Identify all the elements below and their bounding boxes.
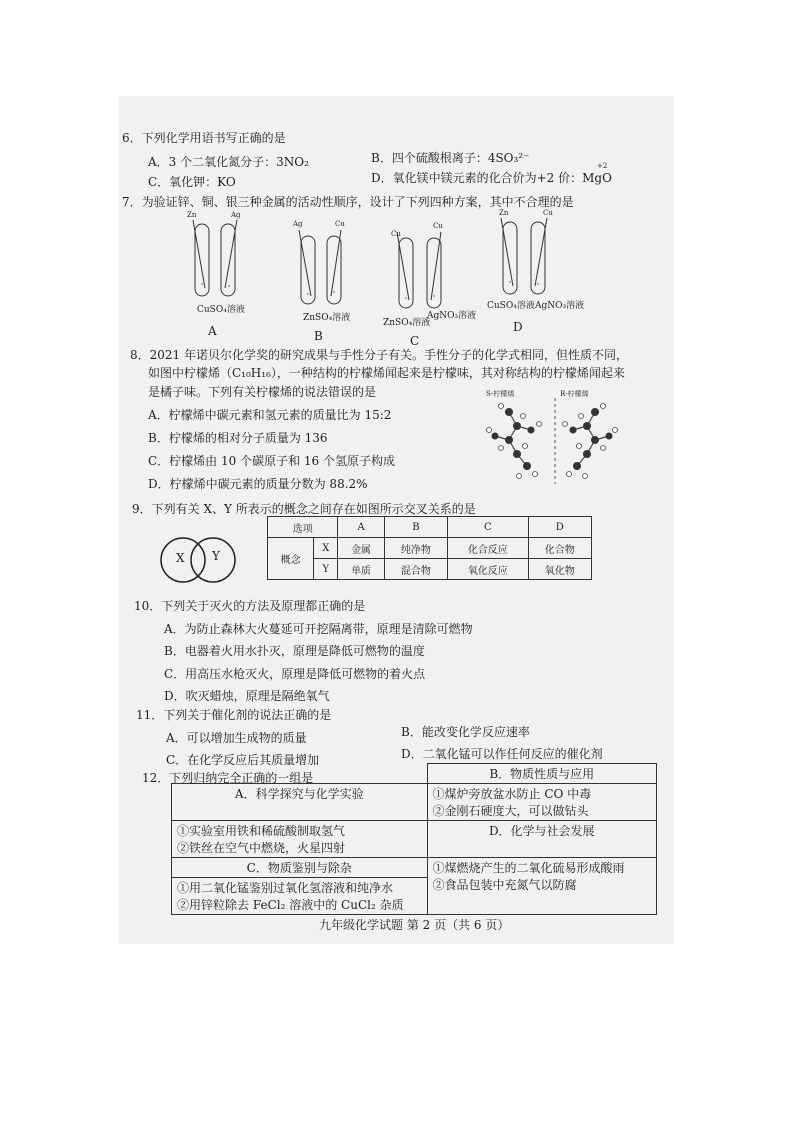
spacer-cell	[172, 764, 428, 784]
s-limonene-label: S-柠檬烯	[486, 390, 515, 398]
table-row	[172, 764, 657, 784]
q8-option-a: A．柠檬烯中碳元素和氢元素的质量比为 15:2	[148, 408, 392, 422]
q12-d-line1: ①煤燃烧产生的二氧化硫易形成酸雨	[432, 861, 625, 875]
table-row	[172, 784, 657, 821]
table-row	[172, 858, 657, 878]
table-cell: 混合物	[384, 559, 447, 580]
r-limonene-label: R-柠檬烯	[560, 390, 589, 398]
q7-c-metal-2: Cu	[433, 222, 443, 230]
q10-option-c: C．用高压水枪灭火，原理是降低可燃物的着火点	[164, 667, 426, 681]
table-cell: 化合反应	[448, 538, 529, 559]
q7-a-solution: CuSO₄溶液	[197, 305, 245, 315]
table-cell: 氧化物	[528, 559, 591, 580]
table-row	[268, 559, 592, 580]
q11-option-a: A．可以增加生成物的质量	[166, 731, 307, 745]
q10-option-b: B．电器着火用水扑灭，原理是降低可燃物的温度	[164, 644, 425, 658]
q7-b-metal-1: Ag	[293, 220, 303, 228]
q7-c-solution-2: AgNO₃溶液	[427, 311, 477, 321]
q12-summary-table	[171, 763, 657, 915]
q7-stem: 7．为验证锌、铜、银三种金属的活动性顺序，设计了下列四种方案，其中不合理的是	[122, 195, 574, 209]
test-tube-a2	[221, 224, 235, 296]
q8-stem-line3: 是橘子味。下列有关柠檬烯的说法错误的是	[148, 385, 377, 399]
q6-option-b: B．四个硫酸根离子：4SO₃²⁻	[371, 151, 530, 165]
q12-c-line2: ②用锌粒除去 FeCl₂ 溶液中的 CuCl₂ 杂质	[177, 898, 404, 912]
q7-a-metal-2: Ag	[231, 211, 241, 219]
q8-option-c: C．柠檬烯由 10 个碳原子和 16 个氢原子构成	[148, 454, 395, 468]
table-cell: 纯净物	[384, 538, 447, 559]
q7-c-letter: C	[410, 334, 420, 348]
venn-label-x: X	[176, 551, 185, 565]
table-cell: A	[338, 517, 384, 538]
table-cell: 概念	[268, 538, 314, 580]
q8-stem-line2: 如图中柠檬烯（C₁₀H₁₆），一种结构的柠檬烯闻起来是柠檬味，其对称结构的柠檬烯闻起来	[148, 366, 625, 380]
q7-b-solution: ZnSO₄溶液	[303, 313, 351, 323]
q7-a-letter: A	[208, 324, 217, 338]
q6-option-a: A．3 个二氧化氮分子：3NO₂	[148, 155, 309, 169]
table-cell: Y	[314, 559, 338, 580]
q7-d-metal-2: Cu	[543, 209, 553, 217]
q11-option-c: C．在化学反应后其质量增加	[166, 753, 320, 767]
q10-option-d: D．吹灭蜡烛，原理是隔绝氧气	[164, 689, 330, 703]
table-row	[268, 517, 592, 538]
table-cell: 氧化反应	[448, 559, 529, 580]
venn-diagram	[161, 536, 241, 584]
q12-a-line2: ②铁丝在空气中燃烧，火星四射	[177, 841, 346, 855]
table-cell: C	[448, 517, 529, 538]
q12-b-body	[427, 784, 657, 821]
q8-stem-line1: 8．2021 年诺贝尔化学奖的研究成果与手性分子有关。手性分子的化学式相同，但性质不同，	[130, 348, 628, 362]
q6-valence-mark: +2	[597, 162, 608, 170]
table-row	[268, 538, 592, 559]
q12-c-title: C．物质鉴别与除杂	[172, 858, 428, 878]
q7-d-solution-2: AgNO₃溶液	[535, 301, 585, 311]
page-footer: 九年级化学试题 第 2 页（共 6 页）	[319, 918, 510, 932]
table-cell: B	[384, 517, 447, 538]
q10-stem: 10．下列关于灭火的方法及原理都正确的是	[134, 599, 366, 613]
limonene-molecule-models	[479, 394, 629, 486]
q12-a-line1: ①实验室用铁和稀硫酸制取氢气	[177, 824, 346, 838]
q12-d-line2: ②食品包装中充氮气以防腐	[432, 878, 577, 892]
metal-strip-b2	[331, 230, 341, 296]
q9-options-table	[267, 516, 592, 580]
table-cell: 选项	[268, 517, 338, 538]
q7-c-solution-1: ZnSO₄溶液	[383, 318, 431, 328]
q7-a-metal-1: Zn	[187, 211, 197, 219]
test-tube-a1	[195, 224, 209, 296]
q12-a-body	[172, 821, 428, 858]
q12-b-title: B．物质性质与应用	[427, 764, 657, 784]
q11-stem: 11．下列关于催化剂的说法正确的是	[136, 708, 332, 722]
q12-c-line1: ①用二氧化锰鉴别过氧化氢溶液和纯净水	[177, 881, 394, 895]
q12-d-body	[427, 858, 657, 915]
q12-d-title: D．化学与社会发展	[427, 821, 657, 858]
q7-b-letter: B	[314, 329, 323, 343]
table-cell: 金属	[338, 538, 384, 559]
q7-d-letter: D	[513, 320, 523, 334]
venn-label-y: Y	[212, 549, 220, 563]
q12-stem: 12．下列归纳完全正确的一组是	[142, 771, 314, 785]
table-cell: 单质	[338, 559, 384, 580]
q8-option-d: D．柠檬烯中碳元素的质量分数为 88.2%	[148, 477, 368, 491]
q12-c-body	[172, 878, 428, 915]
table-cell: D	[528, 517, 591, 538]
q12-b-line2: ②金刚石硬度大，可以做钻头	[432, 804, 589, 818]
q12-b-line1: ①煤炉旁放盆水防止 CO 中毒	[432, 787, 592, 801]
q6-option-d: D．氧化镁中镁元素的化合价为+2 价：MgO	[371, 171, 612, 185]
q7-b-metal-2: Cu	[335, 220, 345, 228]
q6-option-c: C．氧化钾：KO	[148, 175, 236, 189]
exam-page	[119, 96, 674, 944]
q10-option-a: A．为防止森林大火蔓延可开挖隔离带，原理是清除可燃物	[164, 622, 473, 636]
table-cell: X	[314, 538, 338, 559]
q9-stem: 9．下列有关 X、Y 所表示的概念之间存在如图所示交叉关系的是	[132, 502, 476, 516]
q7-d-solution-1: CuSO₄溶液	[487, 301, 535, 311]
q7-d-metal-1: Zn	[499, 209, 509, 217]
test-tube-d1	[503, 222, 517, 294]
metal-strip-c2	[431, 232, 441, 300]
q8-option-b: B．柠檬烯的相对分子质量为 136	[148, 431, 328, 445]
table-row	[172, 821, 657, 858]
table-cell: 化合物	[528, 538, 591, 559]
q11-option-b: B．能改变化学反应速率	[401, 725, 530, 739]
q7-c-metal-1: Cu	[391, 230, 401, 238]
q11-option-d: D．二氧化锰可以作任何反应的催化剂	[401, 747, 603, 761]
q12-a-title: A．科学探究与化学实验	[172, 784, 428, 821]
q6-stem: 6．下列化学用语书写正确的是	[122, 131, 286, 145]
